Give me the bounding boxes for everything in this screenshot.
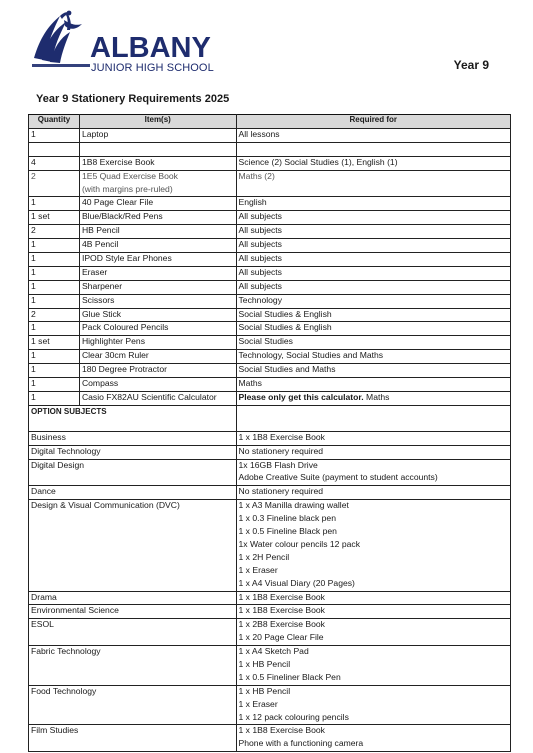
cell-line: 40 Page Clear File: [81, 197, 154, 208]
item-cell: [79, 322, 236, 336]
option-subject-name: [29, 605, 237, 619]
option-subject-row: [29, 646, 511, 686]
quantity-cell: 1: [29, 378, 80, 392]
document-title: Year 9 Stationery Requirements 2025: [36, 93, 230, 105]
cell-line: All subjects: [238, 239, 282, 250]
item-cell: [79, 170, 236, 197]
cell-line: All subjects: [238, 253, 282, 264]
subject-name-text: Environmental Science: [31, 605, 119, 616]
subject-name-text: Digital Technology: [31, 445, 101, 456]
cell-line: All subjects: [238, 211, 282, 222]
subject-name-text: Dance: [31, 486, 56, 497]
option-subject-row: [29, 725, 511, 752]
required-for-cell: [236, 378, 510, 392]
option-required-cell: [236, 725, 510, 752]
item-cell: [79, 211, 236, 225]
cell-line: 1 x HB Pencil: [238, 658, 291, 669]
required-for-cell: [236, 129, 510, 143]
cell-line: 1 x 2H Pencil: [238, 551, 290, 562]
cell-line: Maths: [238, 378, 262, 389]
quantity-cell: 4: [29, 156, 80, 170]
option-subject-name: [29, 500, 237, 591]
table-row: [29, 378, 511, 392]
option-subject-name: [29, 431, 237, 445]
table-row: [29, 294, 511, 308]
cell-line: All subjects: [238, 225, 282, 236]
cell-line: [239, 143, 508, 156]
option-subject-row: [29, 619, 511, 646]
cell-line: 1 x 1B8 Exercise Book: [238, 725, 325, 736]
table-row: [29, 364, 511, 378]
option-required-cell: [236, 486, 510, 500]
option-subject-name: [29, 619, 237, 646]
calculator-subject: Maths: [363, 391, 390, 402]
required-for-cell: [236, 308, 510, 322]
quantity-cell: 1: [29, 266, 80, 280]
school-logo: [30, 8, 220, 78]
cell-line: Eraser: [81, 266, 108, 277]
cell-line: Scissors: [81, 294, 115, 305]
cell-line: 1x Water colour pencils 12 pack: [238, 538, 360, 549]
option-subject-name: [29, 445, 237, 459]
cell-line: Social Studies and Maths: [238, 364, 336, 375]
required-for-cell: [236, 170, 510, 197]
cell-line: Casio FX82AU Scientific Calculator: [81, 391, 217, 402]
cell-line: 1 x Eraser: [238, 698, 278, 709]
quantity-cell: 1: [29, 364, 80, 378]
header-required-for: Required for: [236, 115, 510, 129]
table-row: [29, 225, 511, 239]
cell-line: [82, 143, 234, 156]
item-cell: [79, 142, 236, 156]
option-required-cell: [236, 685, 510, 725]
cell-line: 1 x 0.5 Fineline Black pen: [238, 526, 337, 537]
item-cell: [79, 350, 236, 364]
option-subject-name: [29, 486, 237, 500]
option-subjects-heading-blank: [236, 405, 510, 431]
cell-line: All subjects: [238, 280, 282, 291]
required-for-cell: [236, 211, 510, 225]
cell-line: All lessons: [238, 129, 280, 139]
item-cell: [79, 197, 236, 211]
required-for-cell: [236, 336, 510, 350]
option-subject-row: [29, 445, 511, 459]
table-row: [29, 391, 511, 405]
cell-line: 1 x A4 Visual Diary (20 Pages): [238, 577, 355, 588]
option-required-cell: [236, 445, 510, 459]
option-required-cell: [236, 619, 510, 646]
subject-name-text: Drama: [31, 591, 57, 602]
quantity-cell: 1: [29, 197, 80, 211]
required-for-cell: [236, 294, 510, 308]
option-required-cell: [236, 605, 510, 619]
cell-line: Social Studies & English: [238, 308, 332, 319]
table-header-row: [29, 115, 511, 129]
cell-line: Social Studies & English: [238, 322, 332, 333]
option-required-cell: [236, 500, 510, 591]
cell-line: No stationery required: [238, 445, 324, 456]
cell-line: Phone with a functioning camera: [238, 738, 364, 749]
table-row: [29, 197, 511, 211]
subject-name-text: Food Technology: [31, 685, 97, 696]
cell-line: Maths (2): [238, 170, 275, 181]
option-subject-row: [29, 431, 511, 445]
school-subtitle: JUNIOR HIGH SCHOOL: [91, 62, 214, 74]
option-required-cell: [236, 591, 510, 605]
cell-line: Adobe Creative Suite (payment to student accounts): [238, 472, 438, 483]
option-subject-row: [29, 486, 511, 500]
item-cell: [79, 239, 236, 253]
cell-line: 180 Degree Protractor: [81, 364, 167, 375]
quantity-cell: 1: [29, 239, 80, 253]
cell-line: 4B Pencil: [81, 239, 119, 250]
table-row: [29, 336, 511, 350]
cell-line: 1 x 1B8 Exercise Book: [238, 431, 325, 442]
item-cell: [79, 336, 236, 350]
required-for-cell: [236, 350, 510, 364]
cell-line: 1 x HB Pencil: [238, 685, 291, 696]
option-subject-name: [29, 725, 237, 752]
item-cell: [79, 378, 236, 392]
option-subject-row: [29, 605, 511, 619]
year-label: Year 9: [453, 58, 489, 72]
stationery-table: [28, 114, 511, 752]
option-required-cell: [236, 459, 510, 486]
option-subject-name: [29, 685, 237, 725]
quantity-cell: 1: [29, 280, 80, 294]
cell-line: 1 x 20 Page Clear File: [238, 632, 324, 643]
cell-line: Glue Stick: [81, 308, 122, 319]
cell-line: Highlighter Pens: [81, 336, 145, 347]
option-subject-name: [29, 459, 237, 486]
option-subject-row: [29, 591, 511, 605]
table-row: [29, 239, 511, 253]
cell-line: Clear 30cm Ruler: [81, 350, 149, 361]
cell-line: All subjects: [238, 266, 282, 277]
cell-line: English: [238, 197, 267, 208]
cell-line: 1 x 0.3 Fineline black pen: [238, 513, 336, 524]
item-cell: [79, 391, 236, 405]
table-row: [29, 253, 511, 267]
subject-name-text: Business: [31, 431, 66, 442]
cell-line: Compass: [81, 378, 119, 389]
table-row: [29, 170, 511, 197]
flax-plant-logo-icon: [30, 8, 92, 70]
cell-line: (with margins pre-ruled): [81, 183, 173, 194]
table-row: [29, 211, 511, 225]
subject-name-text: Design & Visual Communication (DVC): [31, 500, 180, 511]
item-cell: [79, 294, 236, 308]
subject-name-text: Digital Design: [31, 459, 85, 470]
required-for-cell: [236, 280, 510, 294]
cell-line: Social Studies: [238, 336, 293, 347]
required-for-cell: [236, 364, 510, 378]
cell-line: Technology: [238, 294, 282, 305]
cell-line: Laptop: [81, 129, 109, 139]
item-cell: [79, 280, 236, 294]
required-for-cell: [236, 391, 510, 405]
required-for-cell: [236, 253, 510, 267]
subject-name-text: Film Studies: [31, 725, 79, 736]
table-row: [29, 280, 511, 294]
item-cell: [79, 364, 236, 378]
subject-name-text: ESOL: [31, 619, 54, 630]
quantity-cell: 1 set: [29, 336, 80, 350]
required-for-cell: [236, 239, 510, 253]
quantity-cell: 2: [29, 308, 80, 322]
item-cell: [79, 129, 236, 143]
option-required-cell: [236, 646, 510, 686]
cell-line: 1 x A4 Sketch Pad: [238, 646, 309, 657]
table-row: [29, 142, 511, 156]
quantity-cell: 2: [29, 225, 80, 239]
header-quantity: Quantity: [29, 115, 80, 129]
quantity-cell: 1: [29, 294, 80, 308]
option-required-cell: [236, 431, 510, 445]
header-items: Item(s): [79, 115, 236, 129]
table-row: [29, 129, 511, 143]
item-cell: [79, 156, 236, 170]
subject-name-text: Fabric Technology: [31, 646, 101, 657]
cell-line: 1 x 1B8 Exercise Book: [238, 591, 325, 602]
cell-line: Technology, Social Studies and Maths: [238, 350, 384, 361]
cell-line: Blue/Black/Red Pens: [81, 211, 163, 222]
quantity-cell: 1: [29, 391, 80, 405]
required-for-cell: [236, 266, 510, 280]
calculator-note: Please only get this calculator.: [238, 391, 364, 402]
cell-line: 1 x 12 pack colouring pencils: [238, 711, 349, 722]
cell-line: HB Pencil: [81, 225, 120, 236]
cell-line: 1 x Eraser: [238, 564, 278, 575]
quantity-cell: 1: [29, 129, 80, 143]
quantity-cell: [29, 142, 80, 156]
item-cell: [79, 225, 236, 239]
item-cell: [79, 308, 236, 322]
option-subject-name: [29, 646, 237, 686]
option-subject-row: [29, 500, 511, 591]
cell-line: 1 x A3 Manilla drawing wallet: [238, 500, 349, 511]
table-row: [29, 322, 511, 336]
option-subject-name: [29, 591, 237, 605]
option-subjects-heading: [29, 405, 237, 431]
item-cell: [79, 253, 236, 267]
option-subjects-heading-row: [29, 405, 511, 431]
quantity-cell: 1 set: [29, 211, 80, 225]
cell-line: 1E5 Quad Exercise Book: [81, 170, 178, 181]
table-row: [29, 350, 511, 364]
quantity-cell: 1: [29, 350, 80, 364]
cell-line: 1 x 1B8 Exercise Book: [238, 605, 325, 616]
cell-line: IPOD Style Ear Phones: [81, 253, 172, 264]
cell-line: No stationery required: [238, 486, 324, 497]
table-row: [29, 156, 511, 170]
cell-line: 1B8 Exercise Book: [81, 156, 155, 167]
table-row: [29, 266, 511, 280]
quantity-cell: 1: [29, 322, 80, 336]
quantity-cell: 1: [29, 253, 80, 267]
cell-line: 1x 16GB Flash Drive: [238, 459, 318, 470]
required-for-cell: [236, 322, 510, 336]
option-subject-row: [29, 459, 511, 486]
required-for-cell: [236, 156, 510, 170]
item-cell: [79, 266, 236, 280]
table-row: [29, 308, 511, 322]
required-for-cell: [236, 225, 510, 239]
required-for-cell: [236, 197, 510, 211]
cell-line: Pack Coloured Pencils: [81, 322, 169, 333]
cell-line: 1 x 0.5 Fineliner Black Pen: [238, 671, 341, 682]
required-for-cell: [236, 142, 510, 156]
cell-line: 1 x 2B8 Exercise Book: [238, 619, 325, 630]
option-subject-row: [29, 685, 511, 725]
school-name: ALBANY: [90, 32, 211, 64]
cell-line: Science (2) Social Studies (1), English (1): [238, 156, 398, 167]
option-subjects-label: OPTION SUBJECTS: [31, 406, 107, 416]
cell-line: Sharpener: [81, 280, 123, 291]
quantity-cell: 2: [29, 170, 80, 197]
